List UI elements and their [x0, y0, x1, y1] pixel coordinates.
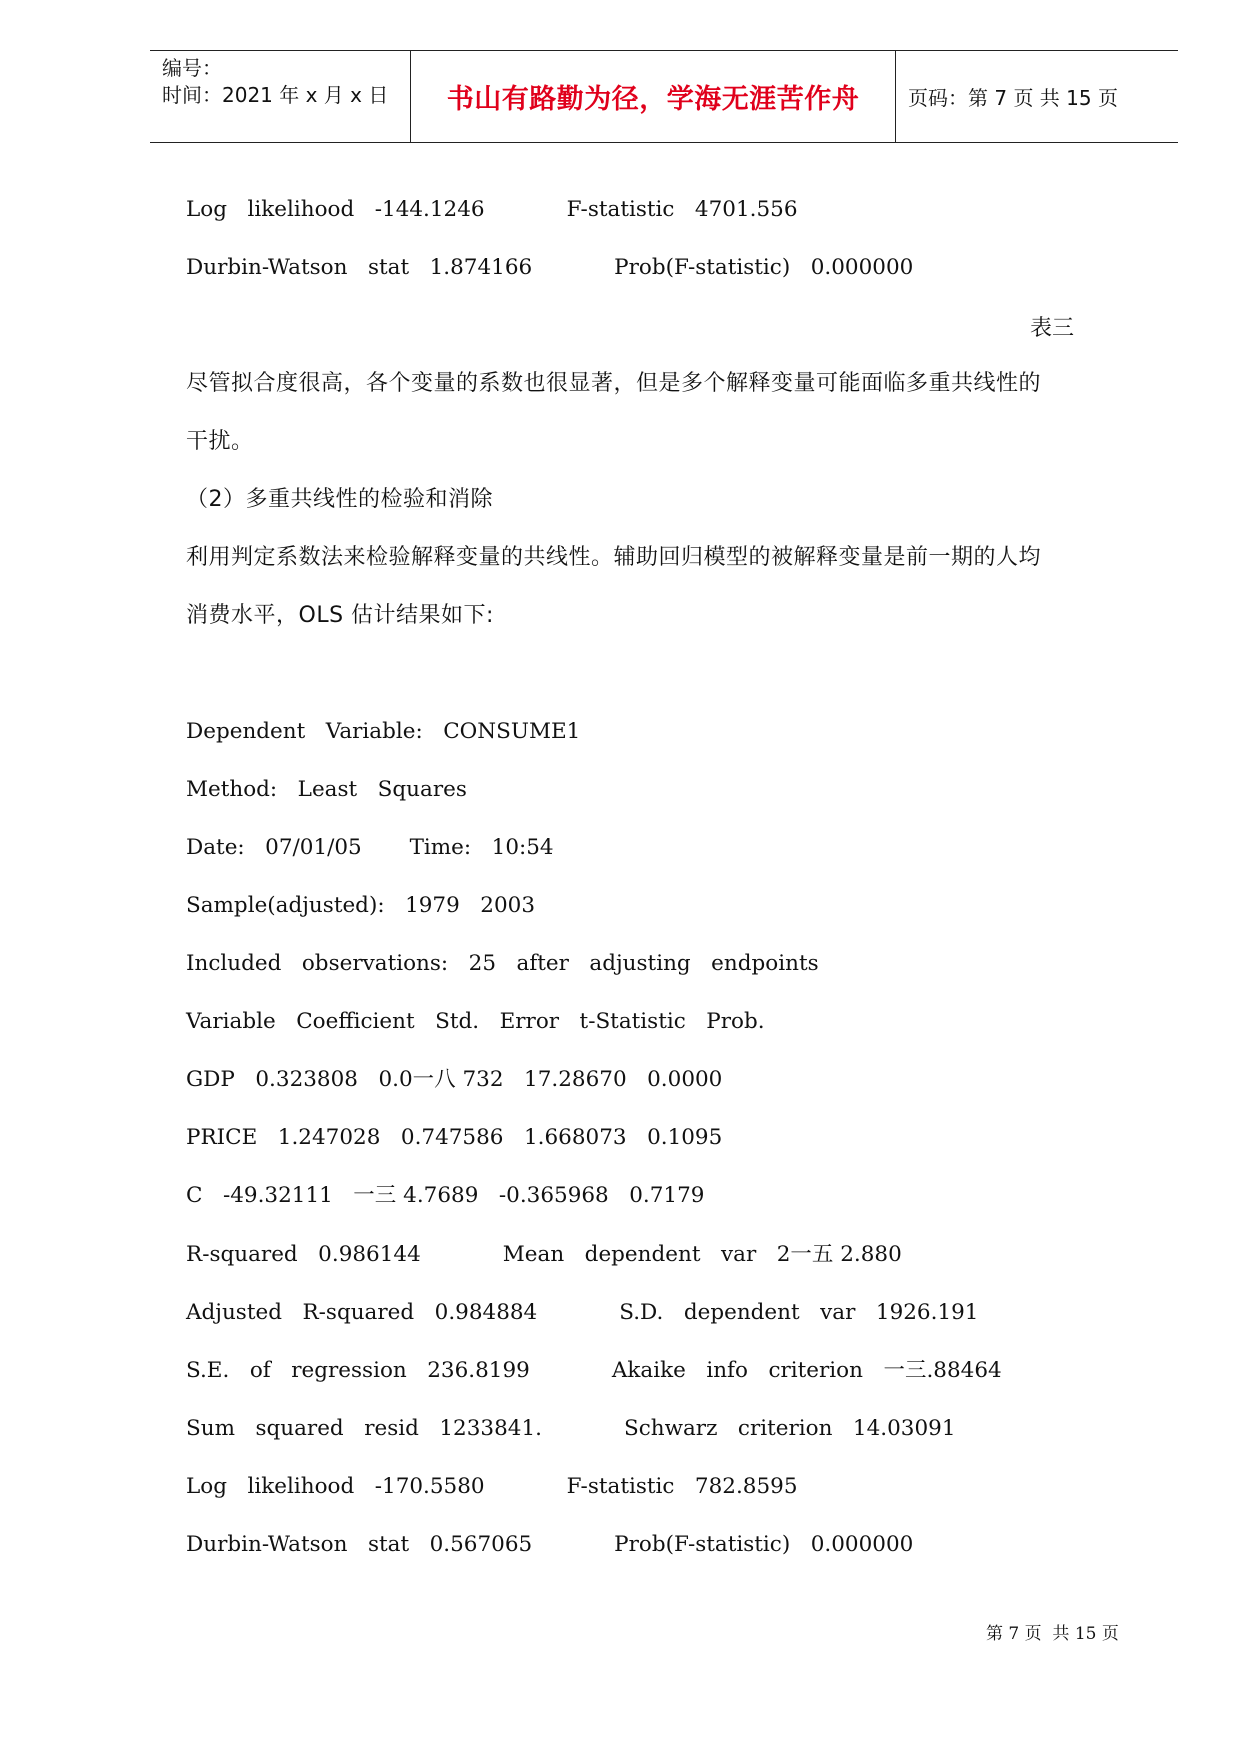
document-time-label: 时间：2021 年 x 月 x 日 [162, 83, 389, 107]
regression-sample: Sample(adjusted): 1979 2003 [186, 893, 536, 918]
section-heading: （2）多重共线性的检验和消除 [186, 487, 493, 512]
paragraph-line: 尽管拟合度很高，各个变量的系数也很显著，但是多个解释变量可能面临多重共线性的 [186, 371, 1042, 396]
regression-sum-squared: Sum squared resid 1233841. Schwarz criterion 14.03091 [186, 1416, 956, 1441]
header-page-label: 页码：第 7 页 共 15 页 [908, 86, 1118, 110]
regression-adj-r-squared: Adjusted R-squared 0.984884 S.D. dependent var 1926.191 [186, 1300, 979, 1325]
regression-row-price: PRICE 1.247028 0.747586 1.668073 0.1095 [186, 1125, 723, 1150]
table-label: 表三 [1030, 316, 1075, 341]
regression-dependent: Dependent Variable: CONSUME1 [186, 719, 581, 744]
regression-row-c: C -49.32111 一三 4.7689 -0.365968 0.7179 [186, 1183, 705, 1208]
regression-durbin-watson: Durbin-Watson stat 0.567065 Prob(F-statistic) 0.000000 [186, 1532, 914, 1557]
regression-row-gdp: GDP 0.323808 0.0一八 732 17.28670 0.0000 [186, 1067, 723, 1092]
log-likelihood-line: Log likelihood -144.1246 F-statistic 4701.556 [186, 197, 798, 222]
document-number-label: 编号： [162, 56, 222, 80]
regression-log-likelihood: Log likelihood -170.5580 F-statistic 782.8595 [186, 1474, 798, 1499]
regression-se: S.E. of regression 236.8199 Akaike info criterion 一三.88464 [186, 1358, 1002, 1383]
regression-included: Included observations: 25 after adjusting endpoints [186, 951, 819, 976]
regression-columns: Variable Coefficient Std. Error t-Statistic Prob. [186, 1009, 765, 1034]
paragraph-line: 利用判定系数法来检验解释变量的共线性。辅助回归模型的被解释变量是前一期的人均 [186, 545, 1042, 570]
page-footer: 第 7 页 共 15 页 [986, 1624, 1119, 1644]
regression-date: Date: 07/01/05 Time: 10:54 [186, 835, 554, 860]
header-motto: 书山有路勤为径，学海无涯苦作舟 [410, 51, 896, 142]
regression-r-squared: R-squared 0.986144 Mean dependent var 2一五 2.880 [186, 1242, 902, 1267]
durbin-watson-line: Durbin-Watson stat 1.874166 Prob(F-statistic) 0.000000 [186, 255, 914, 280]
page-header [150, 50, 1178, 143]
regression-method: Method: Least Squares [186, 777, 467, 802]
header-meta [150, 51, 410, 142]
paragraph-line: 消费水平，OLS 估计结果如下: [186, 603, 494, 628]
paragraph-line: 干扰。 [186, 429, 254, 454]
